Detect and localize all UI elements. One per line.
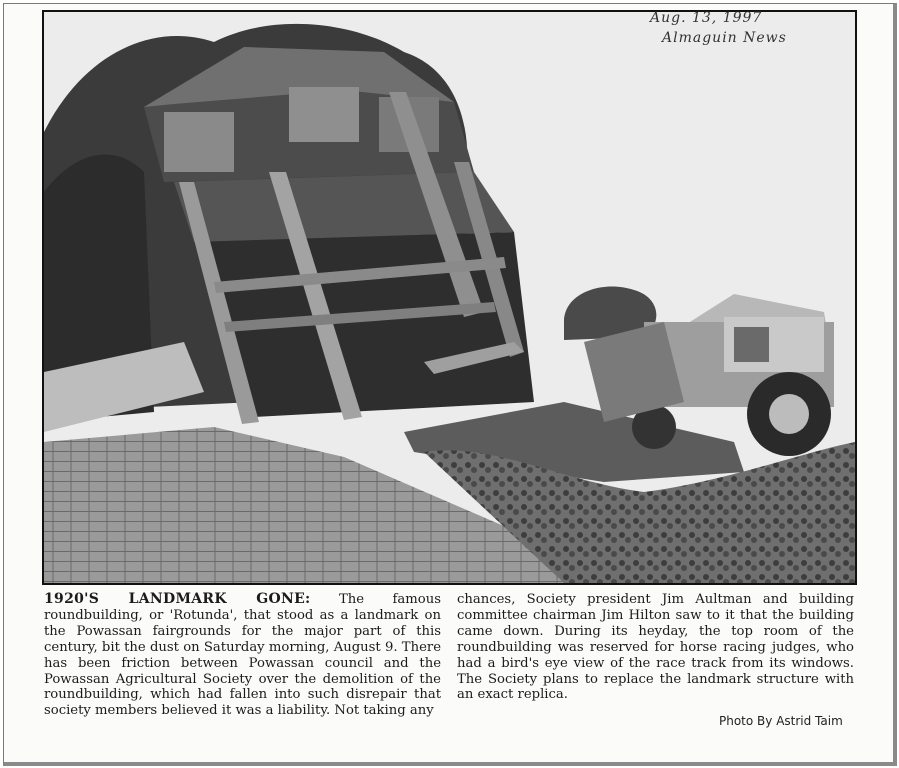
- caption-column-right: [457, 592, 854, 703]
- photo-illustration: [44, 12, 855, 583]
- caption-headline: 1920'S LANDMARK GONE:: [44, 591, 311, 607]
- caption-column-left: [44, 592, 441, 719]
- news-photo: [42, 10, 857, 585]
- handwritten-paper-name: Almaguin News: [662, 30, 787, 46]
- caption-right-text: chances, Society president Jim Aultman and building committee chairman Jim Hilton saw to it that the building came down. During its heyday, the top room of the roundbuilding was reserved for horse racing judges, who had a bird's eye view of the race track from its windows. The Society plans to replace the landmark structure with an exact replica.: [457, 592, 854, 703]
- photo-caption: [44, 592, 854, 722]
- photo-credit: Photo By Astrid Taim: [719, 714, 843, 728]
- handwritten-date: Aug. 13, 1997: [650, 10, 763, 26]
- caption-left-text: The famous roundbuilding, or 'Rotunda', that stood as a landmark on the Powassan fairgrounds for the major part of this century, bit the dust on Saturday morning, August 9. There has been friction between Powassan council and the Powassan Agricultural Society over the demolition of the roundbuilding, which had fallen into such disrepair that society members believed it was a liability. Not taking any: [44, 592, 441, 719]
